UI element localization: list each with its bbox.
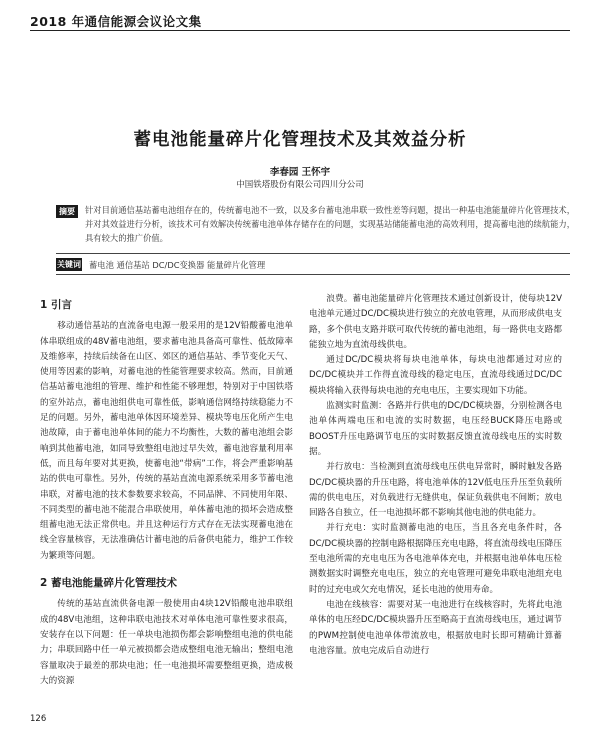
keywords-text: 蓄电池 通信基站 DC/DC变换器 能量碎片化管理 bbox=[89, 260, 266, 270]
page-number: 126 bbox=[30, 714, 47, 724]
abstract-text: 针对目前通信基站蓄电池组存在的，传统蓄电池不一致，以及多台蓄电池串联一致性差等问题，提出一种基电池能量碎片化管理技术，并对其效益进行分析，该技术可有效解决传统蓄电池单体存储存在的问题，实现基站储能蓄电池的高效利用，提高蓄电池的续航能力，具有较大的推广价值。 bbox=[85, 205, 575, 243]
keywords-rule bbox=[56, 274, 570, 275]
right-column bbox=[309, 292, 562, 659]
header-rule bbox=[30, 30, 570, 31]
technology-paragraph: 传统的基站直流供备电源一般使用由4块12V铅酸电池串联组成的48V电池组，这种串联电池技术对单体电池可靠性要求很高，安装存在以下问题：任一单块电池损伤都会影响整组电池的供电能力；串联回路中任一单元被损都会造成整组电池无输出；整组电池容量取决于最差的那块电池；任一电池损坏需要整组更换，造成极大的资源 bbox=[40, 599, 293, 686]
left-column bbox=[40, 292, 293, 689]
paragraph: 并行放电：当检测到直流母线电压供电异常时，瞬时触发各路DC/DC模块器的升压电路，将电池单体的12V低电压升压至负载所需的供电电压，对负载进行无缝供电，保证负载供电不间断；放电回路各自独立，任一电池损坏都不影响其他电池的供电能力。 bbox=[309, 462, 562, 519]
paragraph: 通过DC/DC模块将每块电池单体，每块电池都通过对应的DC/DC模块并工作得直流母线的稳定电压，直流母线通过DC/DC模块将输入获得每块电池的充电电压，主要实现如下功能。 bbox=[309, 355, 562, 396]
paragraph: 监测实时监测：各路并行供电的DC/DC模块器，分别检测各电池单体两端电压和电流的实时数据，电压经BUCK降压电路或BOOST升压电路调节电压的实时数据反馈直流母线电压的实时数据。 bbox=[309, 401, 562, 457]
abstract-rule bbox=[56, 253, 570, 254]
abstract-label: 摘要 bbox=[56, 205, 78, 218]
affiliation: 中国铁塔股份有限公司四川分公司 bbox=[236, 180, 364, 190]
paragraph: 浪费。蓄电池能量碎片化管理技术通过创新设计，使每块12V电池单元通过DC/DC模块进行独立的充放电管理，从而形成供电支路，多个供电支路并联可取代传统的蓄电池组，每一路供电支路都能独立地为直流母线供电。 bbox=[309, 294, 562, 350]
journal-header: 2018 年通信能源会议论文集 bbox=[30, 14, 202, 29]
section-heading-intro: 1 引言 bbox=[40, 299, 72, 311]
authors: 李春园 王怀宇 bbox=[269, 167, 331, 178]
paper-title: 蓄电池能量碎片化管理技术及其效益分析 bbox=[133, 130, 467, 150]
keywords-label: 关键词 bbox=[57, 260, 81, 269]
section-heading-technology: 2 蓄电池能量碎片化管理技术 bbox=[40, 577, 177, 590]
paragraph: 并行充电：实时监测蓄电池的电压，当且各充电条件时，各DC/DC模块器的控制电路根据降压充电电路，将直流母线电压降压至电池所需的充电电压为各电池单体充电，并根据电池单体电压检测数据实时调整充电电压，独立的充电管理可避免串联电池组充电时的过充电或欠充电情况，延长电池的使用寿命。 bbox=[309, 523, 562, 595]
intro-paragraph: 移动通信基站的直流备电电源一般采用的是12V铅酸蓄电池单体串联组成的48V蓄电池组，要求蓄电池具备高可靠性、低故障率及维修率，持续后续备在山区、郊区的通信基站、季节变化天气、使用等因素的影响，对蓄电池的性能管理要求较高。然而，目前通信基站蓄电池组的管理、维护和性能不够理想，特别对于中国铁塔的室外站点，蓄电池组供电可靠性低，影响通信网络持续稳能力不足的问题。另外，蓄电池单体因环境差异、模块等电压化所产生电池故障，由于蓄电池单体间的能力不均衡性，大数的蓄电池组会影响到其他蓄电池，如同导致整组电池过早失效，蓄电池容量利用率低，而且每年要对其更换，使蓄电池“带病”工作，将会严重影响基站的供电可靠性。另外，传统的基站直流电源系统采用多节蓄电池串联，对蓄电池的技术参数要求较高，不同品牌、不同使用年限、不同类型的蓄电池不能混合串联使用，单体蓄电池的损坏会造成整组蓄电池无法正常供电。并且这种运行方式存在无法实现蓄电池在线全容量核容，无法准确估计蓄电池的后备供电能力，维护工作较为繁琐等问题。 bbox=[40, 321, 293, 561]
paragraph: 电池在线核容：需要对某一电池进行在线核容时，先将此电池单体的电压经DC/DC模块器升压至略高于直流母线电压，通过调节的PWM控制使电池单体带流放电，根据放电时长即可精确计算蓄电池容量。放电完成后自动进行 bbox=[309, 599, 562, 656]
